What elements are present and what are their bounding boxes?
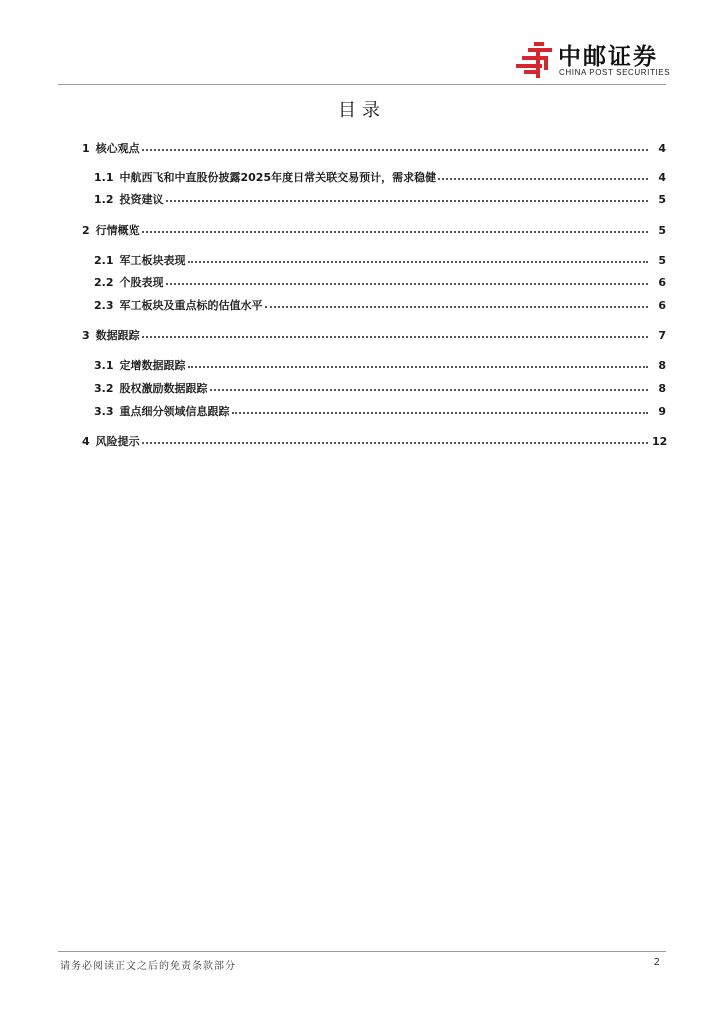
toc-leader <box>142 139 648 151</box>
toc-number: 4 <box>82 435 90 448</box>
toc-leader <box>142 326 648 338</box>
toc-number: 3.2 <box>94 382 114 395</box>
toc-label: 风险提示 <box>95 435 140 448</box>
toc-entry-1-1[interactable] <box>94 169 666 185</box>
company-logo <box>514 40 671 80</box>
logo-text-en: CHINA POST SECURITIES <box>559 68 671 77</box>
toc-label: 军工板块表现 <box>119 254 186 267</box>
toc-label: 股权激励数据跟踪 <box>119 382 208 395</box>
toc-label: 核心观点 <box>95 142 140 155</box>
toc-number: 2.2 <box>94 276 114 289</box>
china-post-logo-icon <box>514 40 556 80</box>
toc-entry-4[interactable] <box>82 433 666 449</box>
toc-label: 个股表现 <box>119 276 164 289</box>
toc-number: 2.1 <box>94 254 114 267</box>
logo-text-cn: 中邮证券 <box>558 44 658 70</box>
toc-entry-3-3[interactable] <box>94 403 666 419</box>
toc-label: 投资建议 <box>119 193 164 206</box>
toc-label: 数据跟踪 <box>95 329 140 342</box>
toc-title: 目录 <box>338 100 386 121</box>
toc-entry-1[interactable] <box>82 140 666 156</box>
toc-number: 3.1 <box>94 359 114 372</box>
toc-leader <box>166 273 649 285</box>
toc-number: 1.1 <box>94 171 114 184</box>
toc-page: 5 <box>658 254 666 267</box>
toc-number: 2 <box>82 224 90 237</box>
toc-entry-3[interactable] <box>82 327 666 343</box>
toc-leader <box>232 402 649 414</box>
toc-label: 定增数据跟踪 <box>119 359 186 372</box>
toc-label: 中航西飞和中直股份披露2025年度日常关联交易预计，需求稳健 <box>119 171 437 184</box>
toc-entry-3-1[interactable] <box>94 357 666 373</box>
toc-page: 12 <box>652 435 668 448</box>
toc-entry-2[interactable] <box>82 222 666 238</box>
toc-page: 9 <box>658 405 666 418</box>
toc-number: 3.3 <box>94 405 114 418</box>
page-footer <box>58 951 666 972</box>
page-header <box>58 36 671 85</box>
toc-label: 重点细分领域信息跟踪 <box>119 405 230 418</box>
page-number: 2 <box>653 957 660 968</box>
toc-number: 3 <box>82 329 90 342</box>
toc-number: 1.2 <box>94 193 114 206</box>
toc-leader <box>210 379 649 391</box>
toc-leader <box>188 356 649 368</box>
toc-number: 1 <box>82 142 90 155</box>
toc-page: 6 <box>658 299 666 312</box>
toc-entry-1-2[interactable] <box>94 191 666 207</box>
toc-page: 4 <box>658 142 666 155</box>
toc-number: 2.3 <box>94 299 114 312</box>
toc-entry-3-2[interactable] <box>94 380 666 396</box>
toc-leader <box>142 432 648 444</box>
toc-label: 行情概览 <box>95 224 140 237</box>
toc-leader <box>142 221 648 233</box>
toc-page: 4 <box>658 171 666 184</box>
toc-leader <box>188 251 649 263</box>
toc-page: 6 <box>658 276 666 289</box>
toc-page: 8 <box>658 359 666 372</box>
toc-entry-2-1[interactable] <box>94 252 666 268</box>
toc-entry-2-2[interactable] <box>94 274 666 290</box>
toc-page: 7 <box>658 329 666 342</box>
disclaimer-note: 请务必阅读正文之后的免责条款部分 <box>60 961 236 972</box>
toc-page: 5 <box>658 193 666 206</box>
toc-leader <box>166 190 649 202</box>
toc-page: 8 <box>658 382 666 395</box>
toc-page: 5 <box>658 224 666 237</box>
toc-leader <box>265 296 649 308</box>
toc-label: 军工板块及重点标的估值水平 <box>119 299 263 312</box>
toc-leader <box>438 168 648 180</box>
toc-entry-2-3[interactable] <box>94 297 666 313</box>
